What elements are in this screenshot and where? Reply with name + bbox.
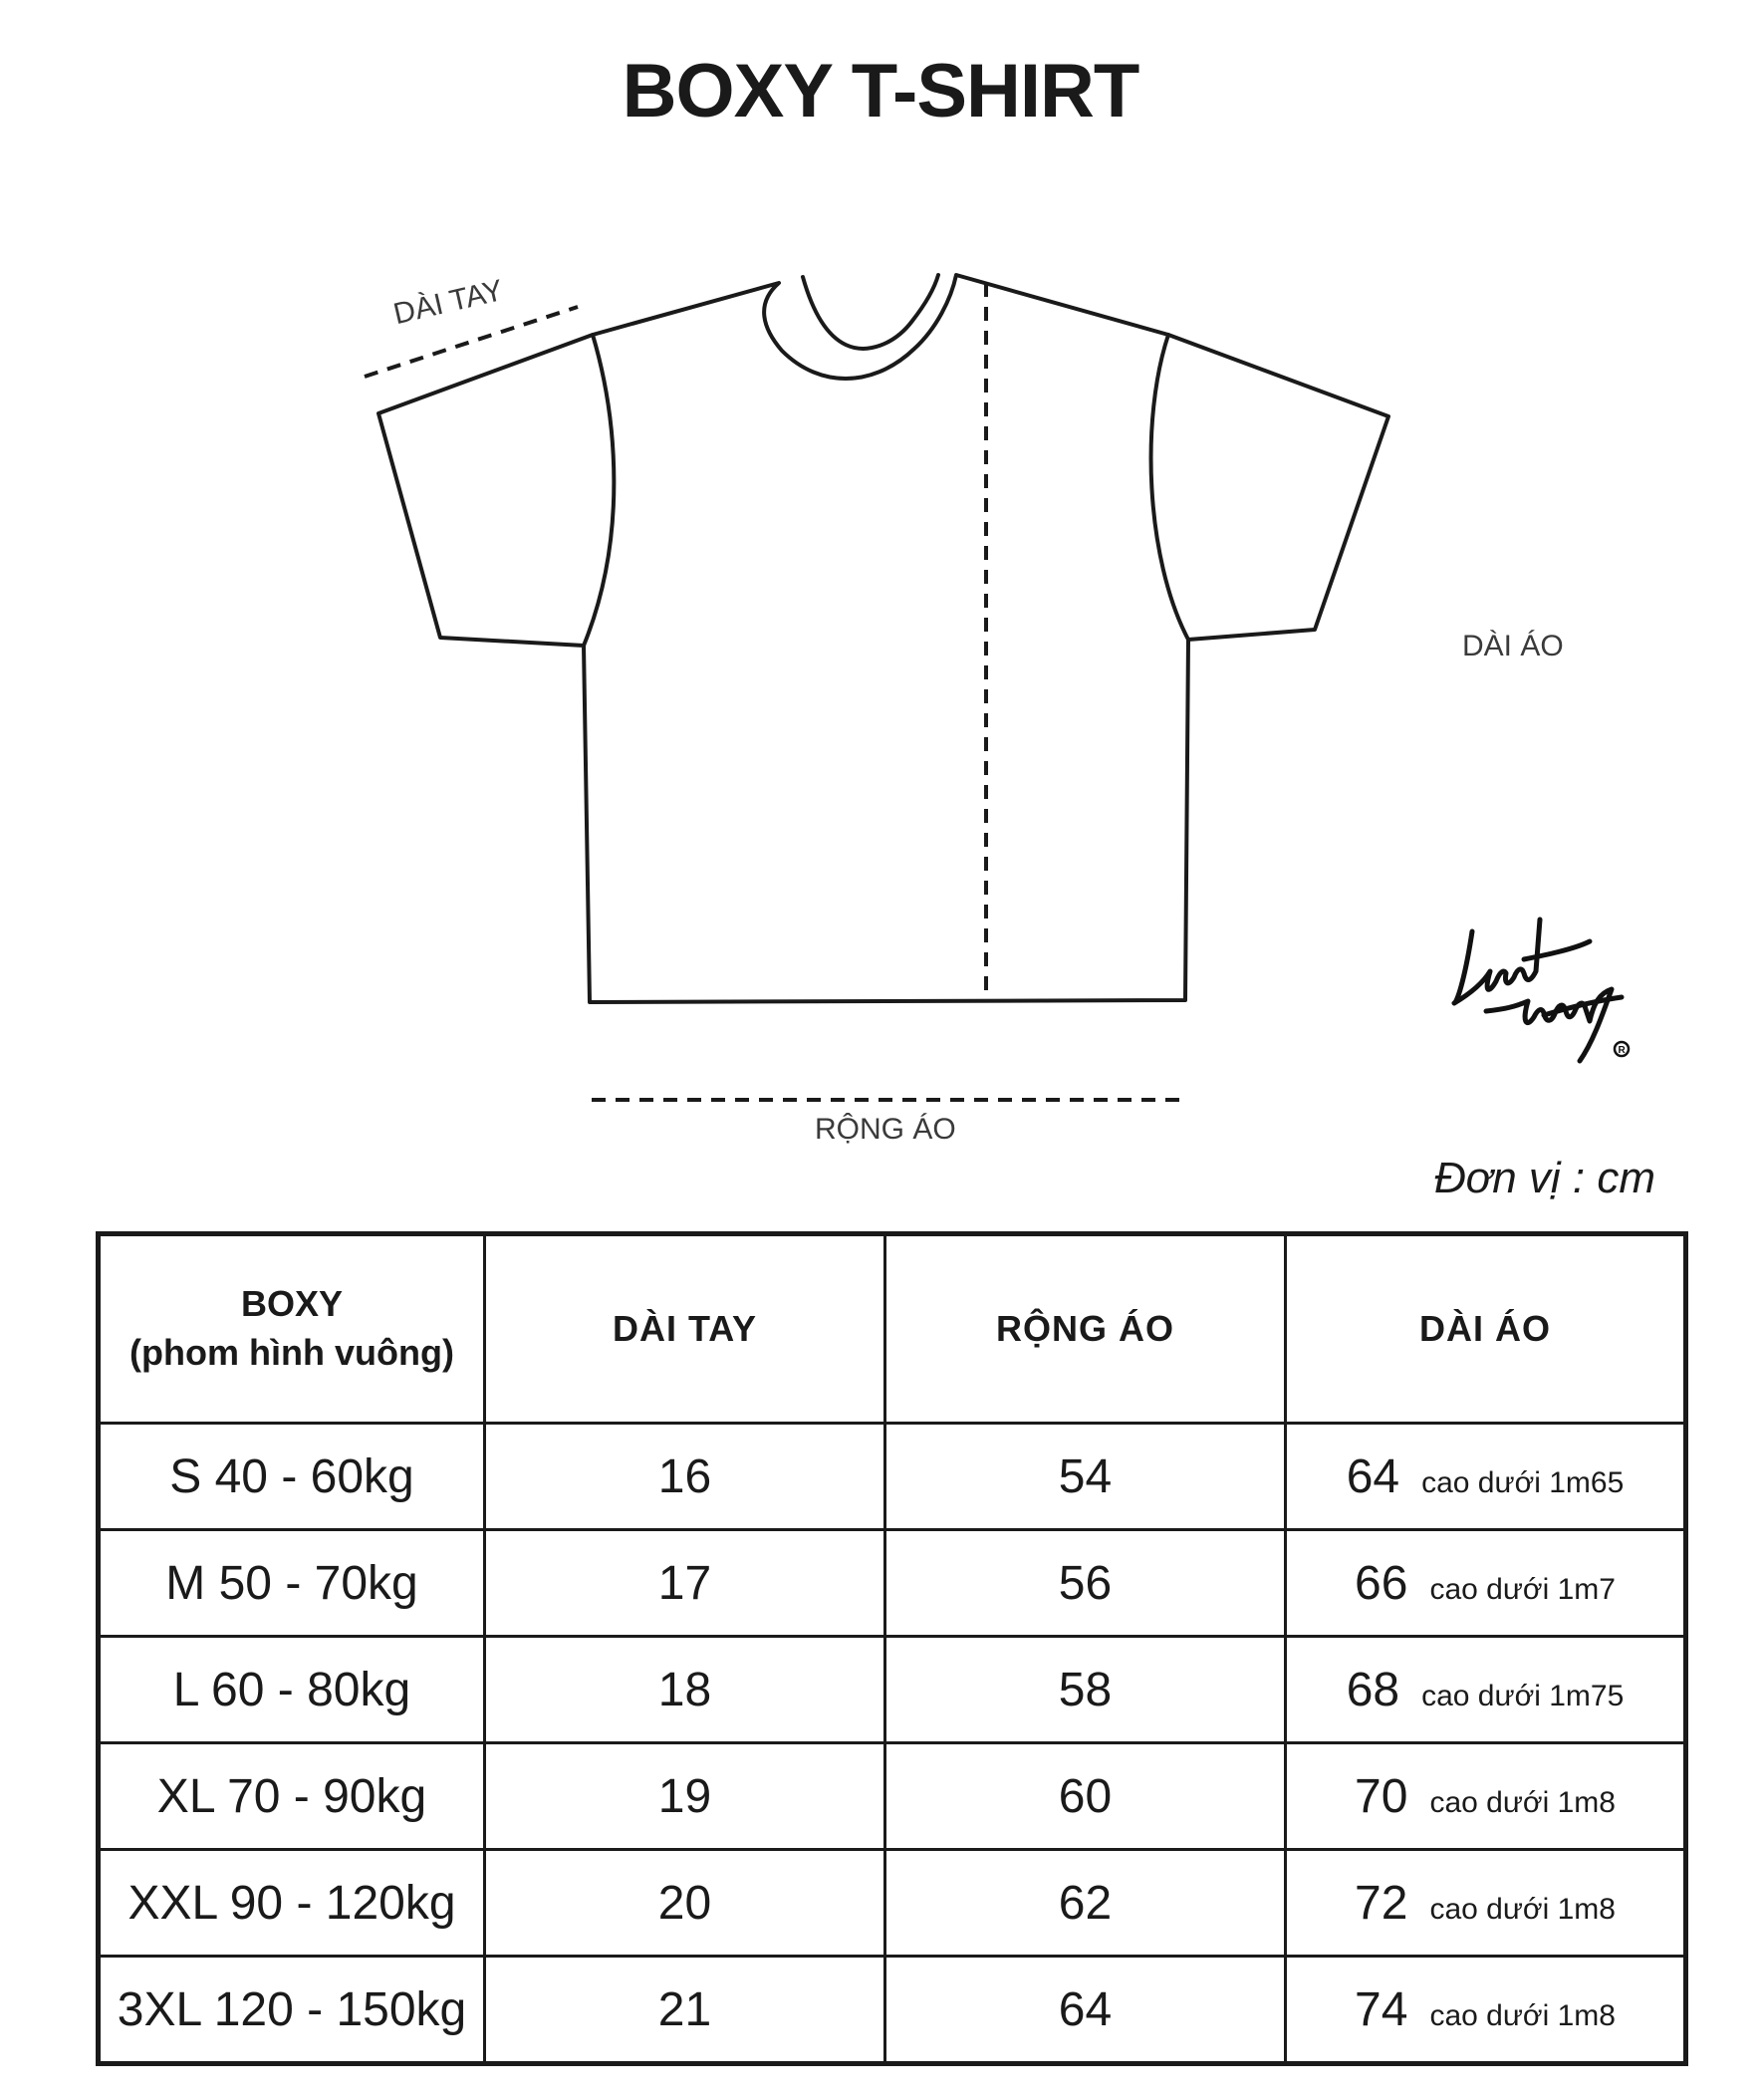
page-title: BOXY T-SHIRT (622, 49, 1139, 133)
unit-label: Đơn vị : cm (1433, 1154, 1655, 1202)
width-cell: 64 (885, 1957, 1286, 2064)
length-cell (1286, 1424, 1686, 1530)
sleeve-cell: 21 (485, 1957, 885, 2064)
length-value: 70 (1355, 1769, 1408, 1823)
sleeve-cell: 19 (485, 1743, 885, 1850)
width-cell: 54 (885, 1424, 1286, 1530)
length-cell (1286, 1530, 1686, 1637)
height-note: cao dưới 1m8 (1429, 1785, 1616, 1819)
size-cell: L 60 - 80kg (99, 1637, 485, 1743)
length-value: 72 (1355, 1876, 1408, 1930)
width-cell: 62 (885, 1850, 1286, 1957)
sleeve-length-label: DÀI TAY (390, 273, 507, 332)
sleeve-cell: 18 (485, 1637, 885, 1743)
table-row (99, 1637, 1686, 1743)
size-cell: XXL 90 - 120kg (99, 1850, 485, 1957)
header-sleeve: DÀI TAY (485, 1234, 885, 1424)
table-row (99, 1957, 1686, 2064)
header-boxy (99, 1234, 485, 1424)
length-value: 74 (1355, 1982, 1408, 2036)
svg-text:R: R (1618, 1045, 1626, 1056)
height-note: cao dưới 1m65 (1421, 1465, 1625, 1499)
table-row (99, 1424, 1686, 1530)
length-value: 68 (1346, 1663, 1400, 1716)
collar-inner (803, 275, 938, 349)
sleeve-cell: 20 (485, 1850, 885, 1957)
width-cell: 60 (885, 1743, 1286, 1850)
height-note: cao dưới 1m8 (1429, 1892, 1616, 1926)
width-cell: 58 (885, 1637, 1286, 1743)
size-cell: S 40 - 60kg (99, 1424, 485, 1530)
height-note: cao dưới 1m8 (1429, 1998, 1616, 2032)
length-cell (1286, 1957, 1686, 2064)
table-row (99, 1743, 1686, 1850)
size-cell: XL 70 - 90kg (99, 1743, 485, 1850)
length-cell (1286, 1743, 1686, 1850)
length-value: 66 (1355, 1556, 1408, 1610)
header-length: DÀI ÁO (1286, 1234, 1686, 1424)
size-cell: 3XL 120 - 150kg (99, 1957, 485, 2064)
table-row (99, 1530, 1686, 1637)
body-length-label: DÀI ÁO (1462, 630, 1564, 662)
right-armhole (1151, 335, 1188, 640)
height-note: cao dưới 1m7 (1429, 1572, 1616, 1606)
length-cell (1286, 1850, 1686, 1957)
table-row (99, 1850, 1686, 1957)
header-width: RỘNG ÁO (885, 1234, 1286, 1424)
length-cell (1286, 1637, 1686, 1743)
left-armhole (584, 335, 614, 646)
width-cell: 56 (885, 1530, 1286, 1637)
tshirt-outline (378, 275, 1388, 1002)
sleeve-cell: 16 (485, 1424, 885, 1530)
header-boxy-title: BOXY (240, 1283, 344, 1325)
header-boxy-subtitle: (phom hình vuông) (129, 1332, 454, 1373)
sleeve-cell: 17 (485, 1530, 885, 1637)
brand-signature-logo (1444, 912, 1643, 1091)
table-header-row (99, 1234, 1686, 1424)
size-cell: M 50 - 70kg (99, 1530, 485, 1637)
length-value: 64 (1346, 1449, 1400, 1503)
body-width-label: RỘNG ÁO (815, 1113, 956, 1146)
size-chart-table (96, 1231, 1688, 2066)
height-note: cao dưới 1m75 (1421, 1679, 1625, 1712)
